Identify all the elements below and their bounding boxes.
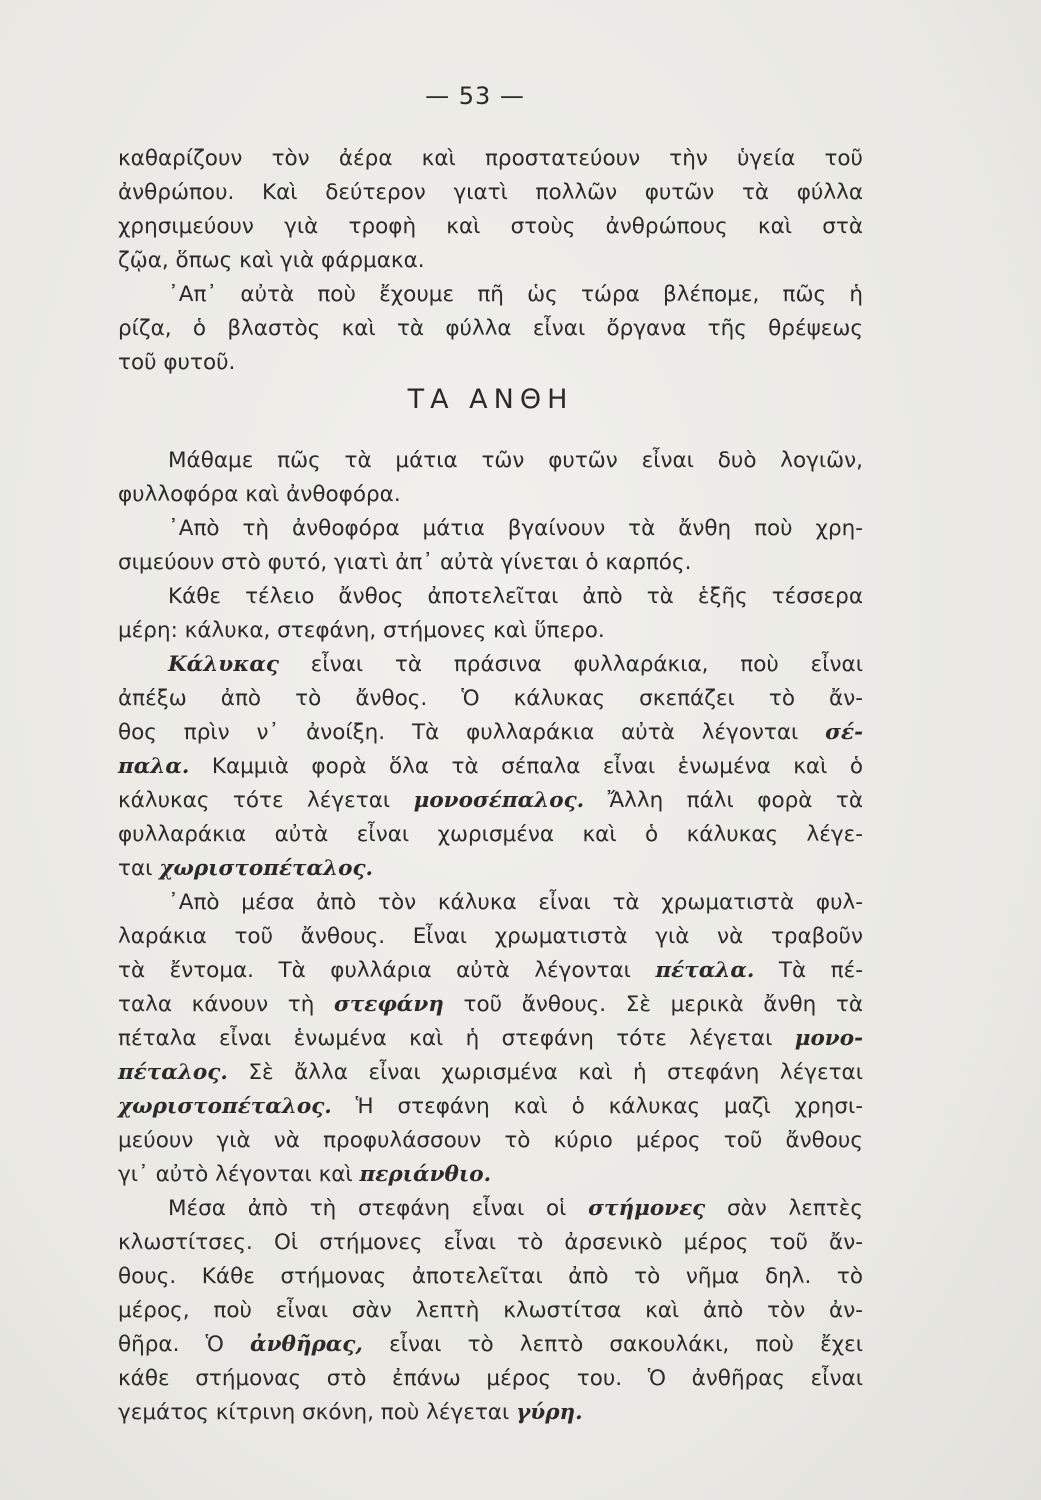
text-line: μέρη: κάλυκα, στεφάνη, στήμονες καὶ ὕπερο.: [118, 618, 605, 643]
text-span: Τὰ πέ-: [754, 958, 863, 983]
text-line: [118, 1396, 863, 1430]
text-line: φυλλοφόρα καὶ ἀνθοφόρα.: [118, 482, 401, 507]
section-title: ΤΑ ΑΝΘΗ: [407, 384, 574, 415]
text-line: σιμεύουν στὸ φυτό, γιατὶ ἀπ᾿ αὐτὰ γίνεται ὁ καρπός.: [118, 550, 692, 575]
text-line: [118, 1022, 863, 1056]
text-line: ᾿Απὸ τὴ ἀνθοφόρα μάτια βγαίνουν τὰ ἄνθη ποὺ χρη-: [168, 516, 863, 541]
text-line: Κάθε τέλειο ἄνθος ἀποτελεῖται ἀπὸ τὰ ἑξῆς τέσσερα: [168, 584, 863, 609]
text-span: Μέσα ἀπὸ τὴ στεφάνη εἶναι οἱ: [168, 1196, 589, 1221]
text-span: σὰν λεπτὲς: [705, 1196, 863, 1221]
text-span: κάλυκας τότε λέγεται: [118, 788, 414, 813]
key-term: ἀνθῆρας,: [250, 1332, 363, 1357]
text-line: ἀνθρώπου. Καὶ δεύτερον γιατὶ πολλῶν φυτῶν τὰ φύλλα: [118, 180, 863, 205]
text-line: [118, 1158, 863, 1192]
text-span: πέταλα εἶναι ἑνωμένα καὶ ἡ στεφάνη τότε λέγεται: [118, 1026, 795, 1051]
text-line: [168, 648, 863, 682]
text-line: [118, 988, 863, 1022]
text-line: ᾿Απ᾿ αὐτὰ ποὺ ἔχουμε πῆ ὡς τώρα βλέπομε, πῶς ἡ: [168, 282, 863, 307]
text-line: [118, 1090, 863, 1124]
key-term: χωριστοπέταλος.: [159, 856, 374, 881]
key-term: γύρη.: [516, 1400, 583, 1425]
text-line: μεύουν γιὰ νὰ προφυλάσσουν τὸ κύριο μέρος τοῦ ἄνθους: [118, 1128, 863, 1153]
text-span: γεμάτος κίτρινη σκόνη, ποὺ λέγεται: [118, 1400, 517, 1425]
key-term: πέταλα.: [655, 958, 755, 983]
key-term: σέ-: [825, 720, 863, 745]
text-line: [168, 1192, 863, 1226]
page-number: — 53 —: [425, 82, 525, 110]
text-span: εἶναι τὸ λεπτὸ σακουλάκι, ποὺ ἔχει: [362, 1332, 864, 1357]
text-line: κάθε στήμονας στὸ ἐπάνω μέρος του. Ὁ ἀνθῆρας εἶναι: [118, 1366, 863, 1391]
key-term: Κάλυκας: [168, 652, 279, 677]
key-term: στήμονες: [588, 1196, 706, 1221]
text-line: χρησιμεύουν γιὰ τροφὴ καὶ στοὺς ἀνθρώπους καὶ στὰ: [118, 214, 863, 239]
text-span: ται: [118, 856, 160, 881]
key-term: χωριστοπέταλος.: [118, 1094, 332, 1119]
key-term: πέταλος.: [118, 1060, 228, 1085]
text-span: θῆρα. Ὁ: [118, 1332, 251, 1357]
text-line: [118, 1328, 863, 1362]
text-line: καθαρίζουν τὸν ἀέρα καὶ προστατεύουν τὴν ὑγεία τοῦ: [118, 146, 863, 171]
text-line: [118, 852, 863, 886]
text-line: Μάθαμε πῶς τὰ μάτια τῶν φυτῶν εἶναι δυὸ λογιῶν,: [168, 448, 863, 473]
text-line: κλωστίτσες. Οἱ στήμονες εἶναι τὸ ἀρσενικὸ μέρος τοῦ ἄν-: [118, 1230, 863, 1255]
key-term: στεφάνη: [333, 992, 444, 1017]
text-line: [118, 784, 863, 818]
text-line: [118, 1056, 863, 1090]
text-line: ρίζα, ὁ βλαστὸς καὶ τὰ φύλλα εἶναι ὄργανα τῆς θρέψεως: [118, 316, 863, 341]
text-span: Σὲ ἄλλα εἶναι χωρισμένα καὶ ἡ στεφάνη λέγεται: [227, 1060, 863, 1085]
text-line: λαράκια τοῦ ἄνθους. Εἶναι χρωματιστὰ γιὰ νὰ τραβοῦν: [118, 924, 863, 949]
text-line: [118, 716, 863, 750]
text-span: ταλα κάνουν τὴ: [118, 992, 334, 1017]
key-term: περιάνθιο.: [359, 1162, 492, 1187]
text-span: Ἄλλη πάλι φορὰ τὰ: [584, 788, 863, 813]
text-line: φυλλαράκια αὐτὰ εἶναι χωρισμένα καὶ ὁ κάλυκας λέγε-: [118, 822, 863, 847]
text-line: θους. Κάθε στήμονας ἀποτελεῖται ἀπὸ τὸ νῆμα δηλ. τὸ: [118, 1264, 863, 1289]
key-term: μονοσέπαλος.: [413, 788, 585, 813]
text-line: ᾿Απὸ μέσα ἀπὸ τὸν κάλυκα εἶναι τὰ χρωματιστὰ φυλ-: [168, 890, 863, 915]
text-line: ἀπέξω ἀπὸ τὸ ἄνθος. Ὁ κάλυκας σκεπάζει τὸ ἄν-: [118, 686, 863, 711]
text-line: μέρος, ποὺ εἶναι σὰν λεπτὴ κλωστίτσα καὶ ἀπὸ τὸν ἀν-: [118, 1298, 863, 1323]
text-span: Καμμιὰ φορὰ ὅλα τὰ σέπαλα εἶναι ἑνωμένα καὶ ὁ: [189, 754, 863, 779]
text-span: εἶναι τὰ πράσινα φυλλαράκια, ποὺ εἶναι: [278, 652, 863, 677]
text-span: τοῦ ἄνθους. Σὲ μερικὰ ἄνθη τὰ: [443, 992, 864, 1017]
text-line: [118, 750, 863, 784]
text-line: τοῦ φυτοῦ.: [118, 350, 236, 375]
text-span: Ἡ στεφάνη καὶ ὁ κάλυκας μαζὶ χρησι-: [331, 1094, 863, 1119]
text-line: ζῷα, ὅπως καὶ γιὰ φάρμακα.: [118, 248, 425, 273]
text-span: τὰ ἔντομα. Τὰ φυλλάρια αὐτὰ λέγονται: [118, 958, 656, 983]
text-span: γι᾿ αὐτὸ λέγονται καὶ: [118, 1162, 360, 1187]
text-line: [118, 954, 863, 988]
key-term: μονο-: [794, 1026, 863, 1051]
text-span: θος πρὶν ν᾿ ἀνοίξη. Τὰ φυλλαράκια αὐτὰ λέγονται: [118, 720, 826, 745]
key-term: παλα.: [118, 754, 190, 779]
